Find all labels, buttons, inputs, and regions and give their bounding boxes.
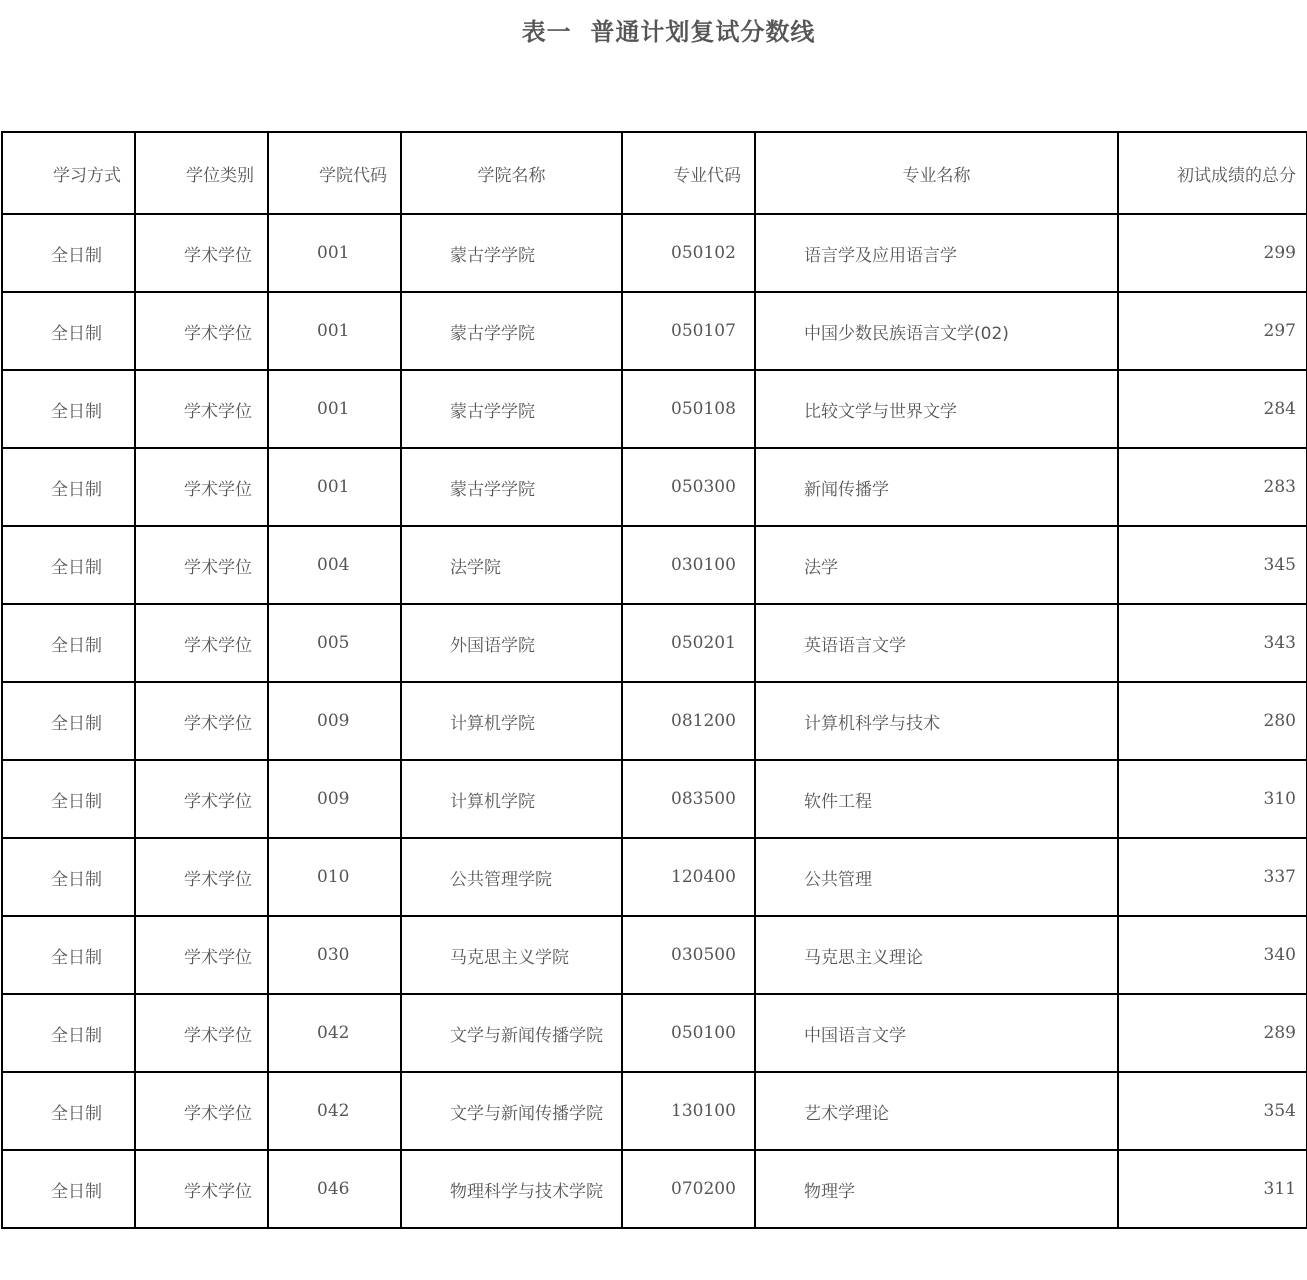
cell-study-mode: 全日制	[2, 916, 135, 994]
cell-college-name: 文学与新闻传播学院	[401, 994, 622, 1072]
cell-study-mode: 全日制	[2, 1072, 135, 1150]
cell-major-name: 物理学	[755, 1150, 1118, 1228]
page-title: 表一 普通计划复试分数线	[521, 18, 816, 46]
cell-major-name: 马克思主义理论	[755, 916, 1118, 994]
table-row	[2, 604, 1307, 682]
cell-major-code: 050100	[622, 994, 755, 1072]
table-row	[2, 214, 1307, 292]
cell-major-name: 公共管理	[755, 838, 1118, 916]
cell-major-name: 语言学及应用语言学	[755, 214, 1118, 292]
cell-college-name: 蒙古学学院	[401, 214, 622, 292]
cell-degree-type: 学术学位	[135, 760, 268, 838]
header-major-name: 专业名称	[755, 132, 1118, 214]
cell-major-name: 英语语言文学	[755, 604, 1118, 682]
table-row	[2, 292, 1307, 370]
cell-college-code: 010	[268, 838, 401, 916]
cell-total-score: 311	[1118, 1150, 1307, 1228]
cell-total-score: 337	[1118, 838, 1307, 916]
cell-degree-type: 学术学位	[135, 604, 268, 682]
cell-college-name: 计算机学院	[401, 682, 622, 760]
cell-major-code: 030500	[622, 916, 755, 994]
cell-college-code: 042	[268, 1072, 401, 1150]
cell-college-name: 蒙古学学院	[401, 370, 622, 448]
cell-major-code: 050201	[622, 604, 755, 682]
cell-major-name: 软件工程	[755, 760, 1118, 838]
cell-college-code: 030	[268, 916, 401, 994]
score-table	[1, 131, 1307, 1229]
cell-major-code: 050102	[622, 214, 755, 292]
cell-degree-type: 学术学位	[135, 994, 268, 1072]
table-row	[2, 370, 1307, 448]
cell-study-mode: 全日制	[2, 292, 135, 370]
cell-major-name: 计算机科学与技术	[755, 682, 1118, 760]
cell-total-score: 340	[1118, 916, 1307, 994]
cell-college-code: 042	[268, 994, 401, 1072]
cell-degree-type: 学术学位	[135, 370, 268, 448]
cell-college-code: 001	[268, 214, 401, 292]
table-row	[2, 682, 1307, 760]
header-study-mode: 学习方式	[2, 132, 135, 214]
cell-total-score: 299	[1118, 214, 1307, 292]
cell-total-score: 354	[1118, 1072, 1307, 1150]
cell-major-name: 艺术学理论	[755, 1072, 1118, 1150]
cell-college-name: 外国语学院	[401, 604, 622, 682]
cell-college-code: 001	[268, 292, 401, 370]
cell-college-name: 文学与新闻传播学院	[401, 1072, 622, 1150]
cell-total-score: 284	[1118, 370, 1307, 448]
cell-degree-type: 学术学位	[135, 214, 268, 292]
cell-degree-type: 学术学位	[135, 1150, 268, 1228]
cell-degree-type: 学术学位	[135, 682, 268, 760]
cell-major-name: 法学	[755, 526, 1118, 604]
cell-study-mode: 全日制	[2, 370, 135, 448]
cell-major-name: 中国少数民族语言文学(02)	[755, 292, 1118, 370]
table-row	[2, 1072, 1307, 1150]
cell-degree-type: 学术学位	[135, 526, 268, 604]
cell-college-name: 计算机学院	[401, 760, 622, 838]
cell-study-mode: 全日制	[2, 682, 135, 760]
cell-total-score: 310	[1118, 760, 1307, 838]
table-row	[2, 994, 1307, 1072]
cell-college-code: 001	[268, 448, 401, 526]
cell-college-name: 法学院	[401, 526, 622, 604]
cell-total-score: 345	[1118, 526, 1307, 604]
cell-major-code: 120400	[622, 838, 755, 916]
cell-college-code: 046	[268, 1150, 401, 1228]
header-major-code: 专业代码	[622, 132, 755, 214]
cell-study-mode: 全日制	[2, 760, 135, 838]
header-total-score: 初试成绩的总分	[1118, 132, 1307, 214]
cell-major-code: 070200	[622, 1150, 755, 1228]
cell-college-name: 蒙古学学院	[401, 292, 622, 370]
cell-college-name: 物理科学与技术学院	[401, 1150, 622, 1228]
cell-college-code: 001	[268, 370, 401, 448]
cell-college-code: 009	[268, 760, 401, 838]
cell-major-name: 比较文学与世界文学	[755, 370, 1118, 448]
cell-degree-type: 学术学位	[135, 292, 268, 370]
table-row	[2, 838, 1307, 916]
cell-total-score: 280	[1118, 682, 1307, 760]
cell-college-code: 004	[268, 526, 401, 604]
cell-major-name: 中国语言文学	[755, 994, 1118, 1072]
cell-college-name: 马克思主义学院	[401, 916, 622, 994]
cell-total-score: 289	[1118, 994, 1307, 1072]
cell-college-name: 蒙古学学院	[401, 448, 622, 526]
cell-total-score: 343	[1118, 604, 1307, 682]
cell-degree-type: 学术学位	[135, 1072, 268, 1150]
table-row	[2, 1150, 1307, 1228]
table-row	[2, 448, 1307, 526]
cell-total-score: 283	[1118, 448, 1307, 526]
cell-degree-type: 学术学位	[135, 916, 268, 994]
cell-college-name: 公共管理学院	[401, 838, 622, 916]
cell-major-code: 050107	[622, 292, 755, 370]
header-college-name: 学院名称	[401, 132, 622, 214]
table-row	[2, 760, 1307, 838]
cell-total-score: 297	[1118, 292, 1307, 370]
cell-college-code: 005	[268, 604, 401, 682]
cell-major-code: 083500	[622, 760, 755, 838]
table-row	[2, 916, 1307, 994]
cell-major-code: 050108	[622, 370, 755, 448]
cell-major-code: 050300	[622, 448, 755, 526]
table-header-row	[2, 132, 1307, 214]
cell-study-mode: 全日制	[2, 448, 135, 526]
cell-degree-type: 学术学位	[135, 838, 268, 916]
cell-degree-type: 学术学位	[135, 448, 268, 526]
header-college-code: 学院代码	[268, 132, 401, 214]
header-degree-type: 学位类别	[135, 132, 268, 214]
cell-major-code: 130100	[622, 1072, 755, 1150]
cell-study-mode: 全日制	[2, 994, 135, 1072]
cell-college-code: 009	[268, 682, 401, 760]
table-row	[2, 526, 1307, 604]
cell-major-code: 030100	[622, 526, 755, 604]
cell-major-code: 081200	[622, 682, 755, 760]
cell-study-mode: 全日制	[2, 838, 135, 916]
cell-major-name: 新闻传播学	[755, 448, 1118, 526]
cell-study-mode: 全日制	[2, 526, 135, 604]
cell-study-mode: 全日制	[2, 604, 135, 682]
cell-study-mode: 全日制	[2, 1150, 135, 1228]
cell-study-mode: 全日制	[2, 214, 135, 292]
